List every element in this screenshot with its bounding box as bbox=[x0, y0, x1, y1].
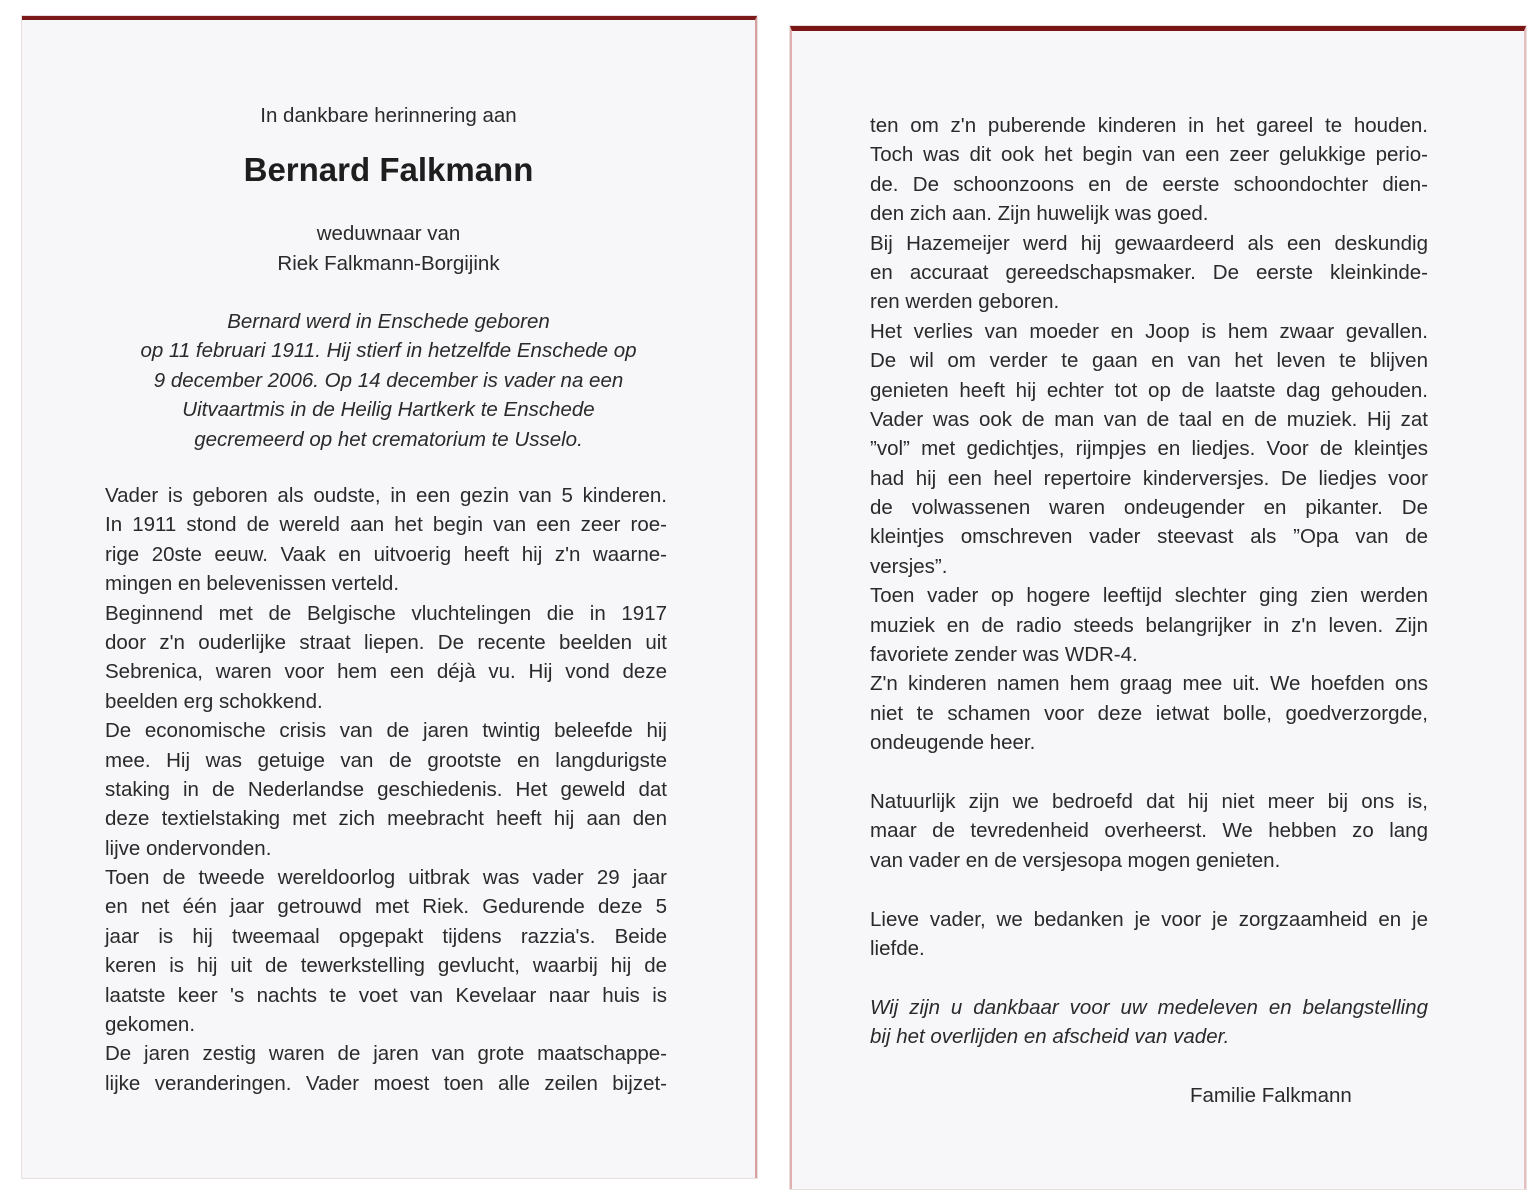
text-line: keren is hij uit de tewerkstelling gevlucht, waarbij hij de bbox=[105, 954, 667, 978]
text-line: Toch was dit ook het begin van een zeer gelukkige perio- bbox=[870, 143, 1428, 167]
text-line: maar de tevredenheid overheerst. We hebben zo lang bbox=[870, 819, 1428, 843]
text-line: beelden erg schokkend. bbox=[105, 689, 323, 713]
text-line: rige 20ste eeuw. Vaak en uitvoerig heeft hij z'n waarne- bbox=[105, 542, 667, 566]
paragraph-gap bbox=[870, 963, 1428, 992]
text-line: Vader is geboren als oudste, in een gezin van 5 kinderen. bbox=[105, 484, 667, 507]
memorial-card-left-page bbox=[22, 16, 757, 1178]
text-line: Toen vader op hogere leeftijd slechter ging zien werden bbox=[870, 584, 1428, 608]
text-line: genieten heeft hij echter tot op de laatste dag gehouden. bbox=[870, 378, 1428, 402]
text-line: deze textielstaking met zich meebracht heeft hij aan den bbox=[105, 807, 667, 831]
text-line: van vader en de versjesopa mogen genieten. bbox=[870, 848, 1281, 872]
biography-summary bbox=[22, 307, 755, 454]
intro-text: In dankbare herinnering aan bbox=[260, 104, 517, 127]
text-line: de. De schoonzoons en de eerste schoondochter dien- bbox=[870, 172, 1428, 196]
text-line: Beginnend met de Belgische vluchtelingen die in 1917 bbox=[105, 601, 667, 625]
text-line: Bij Hazemeijer werd hij gewaardeerd als een deskundig bbox=[870, 231, 1428, 255]
text-line: Bernard werd in Enschede geboren bbox=[227, 310, 550, 333]
paragraph-gap bbox=[870, 875, 1428, 904]
text-line: mingen en belevenissen verteld. bbox=[105, 572, 400, 596]
text-line: kleintjes omschreven vader steevast als ”Opa van de bbox=[870, 525, 1428, 549]
text-line: muziek en de radio steeds belangrijker in z'n leven. Zijn bbox=[870, 613, 1428, 637]
text-line: ”vol” met gedichtjes, rijmpjes en liedjes. Voor de kleintjes bbox=[870, 437, 1428, 461]
text-line: Toen de tweede wereldoorlog uitbrak was vader 29 jaar bbox=[105, 866, 667, 890]
text-line: Vader was ook de man van de taal en de muziek. Hij zat bbox=[870, 407, 1428, 431]
text-line: Lieve vader, we bedanken je voor je zorgzaamheid en je bbox=[870, 907, 1428, 931]
text-line: Uitvaartmis in de Heilig Hartkerk te Enschede bbox=[182, 398, 595, 422]
text-line: De economische crisis van de jaren twintig beleefde hij bbox=[105, 719, 667, 743]
text-line: Natuurlijk zijn we bedroefd dat hij niet meer bij ons is, bbox=[870, 789, 1428, 813]
text-line: bij het overlijden en afscheid van vader. bbox=[870, 1025, 1230, 1049]
text-line: De jaren zestig waren de jaren van grote maatschappe- bbox=[105, 1042, 667, 1066]
text-line: niet te schamen voor deze ietwat bolle, goedverzorgde, bbox=[870, 701, 1428, 725]
life-story-text bbox=[105, 481, 667, 1098]
text-line: en net één jaar getrouwd met Riek. Gedurende deze 5 bbox=[105, 895, 667, 919]
text-line: De wil om verder te gaan en van het leven te blijven bbox=[870, 349, 1428, 373]
text-line: op 11 februari 1911. Hij stierf in hetzelfde Enschede op bbox=[140, 339, 637, 363]
text-line: den zich aan. Zijn huwelijk was goed. bbox=[870, 202, 1209, 226]
text-line: lijke veranderingen. Vader moest toen alle zeilen bijzet- bbox=[105, 1071, 667, 1095]
text-line: liefde. bbox=[870, 936, 925, 960]
paragraph-gap bbox=[870, 758, 1428, 787]
text-line: lijve ondervonden. bbox=[105, 836, 272, 860]
text-line: mee. Hij was getuige van de grootste en langdurigste bbox=[105, 748, 667, 772]
text-line: jaar is hij tweemaal opgepakt tijdens razzia's. Beide bbox=[105, 924, 667, 948]
text-line: versjes”. bbox=[870, 554, 948, 578]
text-line: de volwassenen waren ondeugender en pikanter. De bbox=[870, 496, 1428, 520]
text-line: 9 december 2006. Op 14 december is vader na een bbox=[153, 368, 624, 392]
relation-text: weduwnaar van bbox=[316, 222, 461, 245]
text-line: en accuraat gereedschapsmaker. De eerste kleinkinde- bbox=[870, 260, 1428, 284]
text-line: Wij zijn u dankbaar voor uw medeleven en belangstelling bbox=[870, 995, 1428, 1019]
deceased-name: Bernard Falkmann bbox=[243, 151, 534, 188]
text-line: ondeugende heer. bbox=[870, 731, 1036, 755]
text-line: laatste keer 's nachts te voet van Kevelaar naar huis is bbox=[105, 983, 667, 1007]
text-line: staking in de Nederlandse geschiedenis. Het geweld dat bbox=[105, 777, 667, 801]
memorial-card-right-page bbox=[790, 26, 1526, 1189]
text-line: ren werden geboren. bbox=[870, 290, 1060, 314]
text-line: gekomen. bbox=[105, 1013, 196, 1037]
text-line: door z'n ouderlijke straat liepen. De recente beelden uit bbox=[105, 630, 667, 654]
spouse-name: Riek Falkmann-Borgijink bbox=[277, 252, 500, 275]
text-line: In 1911 stond de wereld aan het begin van een zeer roe- bbox=[105, 513, 667, 537]
text-line: Sebrenica, waren voor hem een déjà vu. Hij vond deze bbox=[105, 660, 667, 684]
text-line: Het verlies van moeder en Joop is hem zwaar gevallen. bbox=[870, 319, 1428, 343]
text-line: favoriete zender was WDR-4. bbox=[870, 643, 1138, 667]
text-line: had hij een heel repertoire kinderversjes. De liedjes voor bbox=[870, 466, 1428, 490]
text-line: Z'n kinderen namen hem graag mee uit. We hoefden ons bbox=[870, 672, 1428, 696]
life-story-continued-text bbox=[870, 111, 1428, 1052]
signature-family: Familie Falkmann bbox=[1190, 1084, 1352, 1107]
text-line: ten om z'n puberende kinderen in het gareel te houden. bbox=[870, 114, 1428, 137]
text-line: gecremeerd op het crematorium te Usselo. bbox=[194, 427, 583, 451]
